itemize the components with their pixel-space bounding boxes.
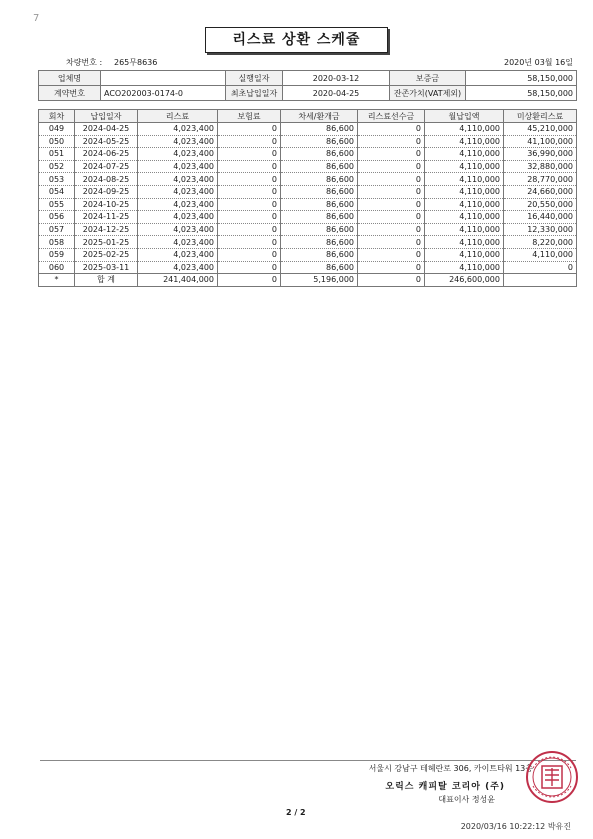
table-cell: 2024-05-25	[75, 135, 138, 148]
table-cell: 86,600	[281, 248, 358, 261]
table-row	[39, 185, 577, 198]
total-cell: 0	[218, 274, 281, 287]
table-row	[39, 236, 577, 249]
table-cell: 0	[358, 261, 425, 274]
table-cell: 4,110,000	[504, 248, 577, 261]
table-row	[39, 248, 577, 261]
table-row	[39, 261, 577, 274]
table-cell: 2024-09-25	[75, 185, 138, 198]
table-cell: 4,023,400	[138, 211, 218, 224]
table-cell: 24,660,000	[504, 185, 577, 198]
table-cell: 052	[39, 160, 75, 173]
total-cell: 합 계	[75, 274, 138, 287]
column-header: 미상환리스료	[504, 110, 577, 123]
footer-divider	[40, 760, 576, 761]
table-cell: 4,110,000	[425, 148, 504, 161]
table-cell: 2024-10-25	[75, 198, 138, 211]
repayment-schedule-table	[38, 109, 577, 287]
table-cell: 0	[358, 248, 425, 261]
table-cell: 4,110,000	[425, 211, 504, 224]
table-cell: 2024-11-25	[75, 211, 138, 224]
print-timestamp: 2020/03/16 10:22:12 박유진	[460, 822, 571, 831]
company-address: 서울시 강남구 테헤란로 306, 카이트타워 13층	[368, 764, 533, 773]
residual-value: 58,150,000	[466, 86, 577, 101]
table-cell: 0	[218, 236, 281, 249]
company-label: 업체명	[39, 71, 101, 86]
table-cell: 0	[218, 223, 281, 236]
table-row	[39, 211, 577, 224]
table-cell: 86,600	[281, 223, 358, 236]
table-cell: 4,110,000	[425, 135, 504, 148]
table-cell: 0	[358, 160, 425, 173]
total-row	[39, 274, 577, 287]
table-cell: 4,023,400	[138, 135, 218, 148]
table-cell: 0	[218, 160, 281, 173]
deposit-label: 보증금	[390, 71, 466, 86]
table-cell: 060	[39, 261, 75, 274]
table-cell: 0	[358, 135, 425, 148]
table-cell: 4,110,000	[425, 185, 504, 198]
table-cell: 4,110,000	[425, 160, 504, 173]
table-row	[39, 198, 577, 211]
ceo-name: 대표이사 정성윤	[438, 795, 495, 804]
table-cell: 4,023,400	[138, 160, 218, 173]
table-cell: 056	[39, 211, 75, 224]
table-cell: 0	[358, 211, 425, 224]
seal-stamp	[525, 750, 579, 804]
table-cell: 4,023,400	[138, 123, 218, 136]
table-cell: 86,600	[281, 261, 358, 274]
table-cell: 86,600	[281, 148, 358, 161]
table-cell: 0	[218, 135, 281, 148]
table-cell: 2025-01-25	[75, 236, 138, 249]
table-cell: 4,110,000	[425, 173, 504, 186]
vehicle-number: 265무8636	[114, 58, 158, 67]
document-date: 2020년 03월 16일	[504, 58, 573, 67]
contract-value: ACO202003-0174-0	[101, 86, 226, 101]
table-cell: 0	[358, 236, 425, 249]
total-cell: 5,196,000	[281, 274, 358, 287]
column-header: 차세/환개금	[281, 110, 358, 123]
table-cell: 0	[218, 248, 281, 261]
table-cell: 0	[218, 261, 281, 274]
table-cell: 0	[218, 211, 281, 224]
table-cell: 41,100,000	[504, 135, 577, 148]
exec-date-value: 2020-03-12	[283, 71, 390, 86]
exec-date-label: 실행일자	[226, 71, 283, 86]
table-cell: 2024-04-25	[75, 123, 138, 136]
table-row	[39, 123, 577, 136]
column-header: 회차	[39, 110, 75, 123]
table-cell: 055	[39, 198, 75, 211]
table-cell: 2025-03-11	[75, 261, 138, 274]
table-cell: 4,023,400	[138, 198, 218, 211]
document-title: 리스료 상환 스케쥴	[205, 27, 388, 53]
table-cell: 4,023,400	[138, 236, 218, 249]
table-cell: 2024-08-25	[75, 173, 138, 186]
company-name: 오릭스 캐피탈 코리아 (주)	[385, 782, 505, 792]
table-cell: 8,220,000	[504, 236, 577, 249]
column-header: 월납입액	[425, 110, 504, 123]
table-cell: 2025-02-25	[75, 248, 138, 261]
table-cell: 058	[39, 236, 75, 249]
table-cell: 86,600	[281, 123, 358, 136]
table-cell: 0	[358, 148, 425, 161]
contract-info-table	[38, 70, 577, 101]
table-cell: 86,600	[281, 211, 358, 224]
table-row	[39, 160, 577, 173]
table-cell: 2024-12-25	[75, 223, 138, 236]
table-cell: 0	[358, 223, 425, 236]
table-cell: 4,023,400	[138, 185, 218, 198]
table-cell: 86,600	[281, 135, 358, 148]
total-cell: 246,600,000	[425, 274, 504, 287]
table-cell: 28,770,000	[504, 173, 577, 186]
table-cell: 050	[39, 135, 75, 148]
table-cell: 20,550,000	[504, 198, 577, 211]
table-cell: 86,600	[281, 160, 358, 173]
table-cell: 059	[39, 248, 75, 261]
table-row	[39, 135, 577, 148]
table-cell: 049	[39, 123, 75, 136]
table-row	[39, 173, 577, 186]
table-cell: 2024-07-25	[75, 160, 138, 173]
first-pay-value: 2020-04-25	[283, 86, 390, 101]
table-cell: 86,600	[281, 185, 358, 198]
column-header: 납입일자	[75, 110, 138, 123]
column-header: 리스료선수금	[358, 110, 425, 123]
corner-mark: 7	[33, 13, 40, 24]
table-cell: 0	[218, 148, 281, 161]
table-cell: 4,110,000	[425, 198, 504, 211]
table-cell: 0	[218, 198, 281, 211]
total-cell: 0	[358, 274, 425, 287]
table-cell: 051	[39, 148, 75, 161]
table-cell: 2024-06-25	[75, 148, 138, 161]
table-cell: 4,023,400	[138, 248, 218, 261]
company-value	[101, 71, 226, 86]
table-cell: 0	[218, 173, 281, 186]
table-cell: 4,023,400	[138, 173, 218, 186]
table-cell: 054	[39, 185, 75, 198]
vehicle-label: 차량번호 :	[66, 58, 103, 67]
table-cell: 86,600	[281, 236, 358, 249]
table-cell: 4,023,400	[138, 223, 218, 236]
table-cell: 057	[39, 223, 75, 236]
table-cell: 0	[358, 173, 425, 186]
table-cell: 4,110,000	[425, 223, 504, 236]
table-cell: 16,440,000	[504, 211, 577, 224]
table-cell: 36,990,000	[504, 148, 577, 161]
residual-label: 잔존가치(VAT제외)	[390, 86, 466, 101]
table-cell: 4,110,000	[425, 123, 504, 136]
contract-label: 계약번호	[39, 86, 101, 101]
table-cell: 4,110,000	[425, 236, 504, 249]
table-cell: 4,023,400	[138, 148, 218, 161]
table-cell: 86,600	[281, 173, 358, 186]
table-cell: 0	[358, 185, 425, 198]
table-row	[39, 148, 577, 161]
total-cell: *	[39, 274, 75, 287]
first-pay-label: 최초납입일자	[226, 86, 283, 101]
table-cell: 0	[218, 123, 281, 136]
total-cell	[504, 274, 577, 287]
table-cell: 45,210,000	[504, 123, 577, 136]
page-number: 2 / 2	[286, 808, 306, 817]
table-cell: 4,110,000	[425, 248, 504, 261]
table-cell: 32,880,000	[504, 160, 577, 173]
column-header: 보험료	[218, 110, 281, 123]
table-cell: 0	[218, 185, 281, 198]
table-cell: 86,600	[281, 198, 358, 211]
table-cell: 4,110,000	[425, 261, 504, 274]
deposit-value: 58,150,000	[466, 71, 577, 86]
column-header: 리스료	[138, 110, 218, 123]
table-cell: 0	[504, 261, 577, 274]
table-row	[39, 223, 577, 236]
table-cell: 4,023,400	[138, 261, 218, 274]
table-cell: 12,330,000	[504, 223, 577, 236]
total-cell: 241,404,000	[138, 274, 218, 287]
table-cell: 0	[358, 123, 425, 136]
table-cell: 053	[39, 173, 75, 186]
table-cell: 0	[358, 198, 425, 211]
